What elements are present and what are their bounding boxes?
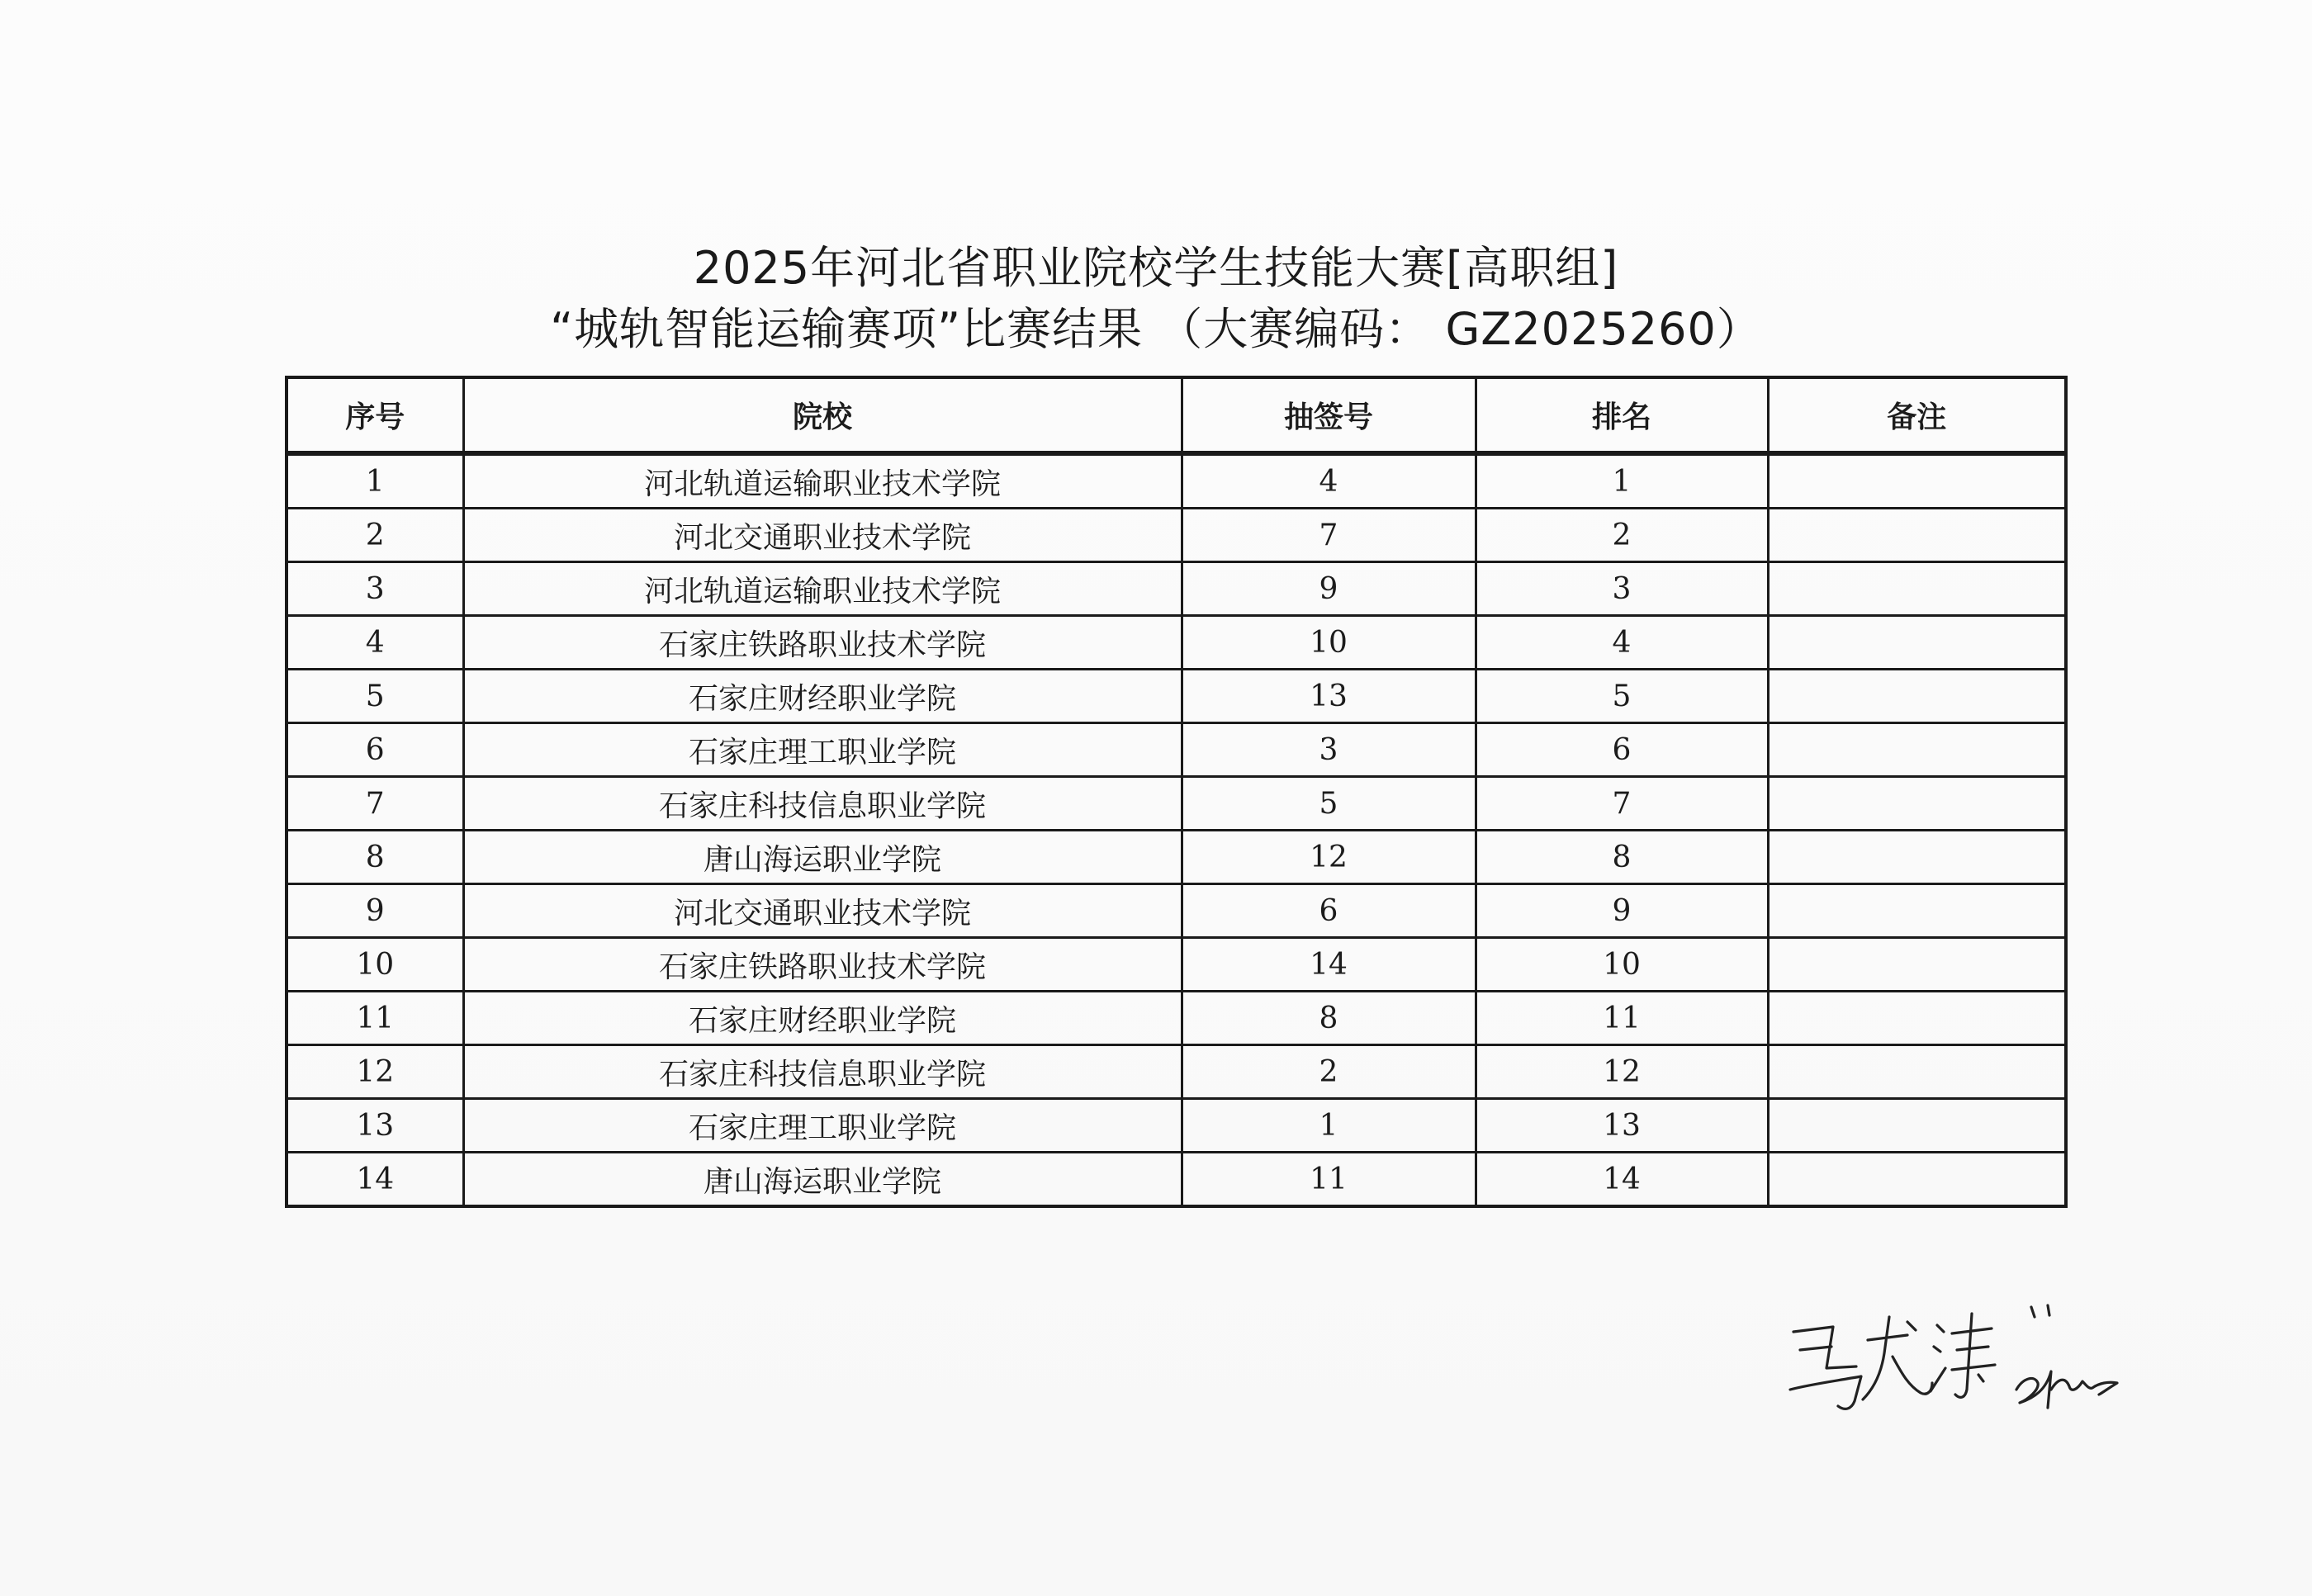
header-index: 序号	[287, 377, 463, 453]
cell-school: 石家庄铁路职业技术学院	[463, 616, 1182, 670]
cell-school: 河北轨道运输职业技术学院	[463, 453, 1182, 509]
cell-note	[1768, 938, 2066, 992]
cell-rank: 7	[1476, 777, 1768, 831]
handwritten-signature	[1775, 1292, 2122, 1424]
cell-index: 5	[287, 670, 463, 723]
cell-note	[1768, 1153, 2066, 1207]
cell-draw-number: 14	[1182, 938, 1476, 992]
cell-school: 石家庄科技信息职业学院	[463, 1045, 1182, 1099]
cell-draw-number: 13	[1182, 670, 1476, 723]
table-row	[287, 509, 2066, 562]
table-row	[287, 831, 2066, 884]
cell-school: 河北交通职业技术学院	[463, 509, 1182, 562]
table-row	[287, 562, 2066, 616]
cell-note	[1768, 616, 2066, 670]
header-rank: 排名	[1476, 377, 1768, 453]
cell-school: 唐山海运职业学院	[463, 1153, 1182, 1207]
cell-note	[1768, 884, 2066, 938]
cell-index: 3	[287, 562, 463, 616]
cell-rank: 5	[1476, 670, 1768, 723]
document-title: 2025年河北省职业院校学生技能大赛[高职组]	[693, 242, 1619, 294]
cell-index: 4	[287, 616, 463, 670]
cell-school: 石家庄财经职业学院	[463, 670, 1182, 723]
cell-note	[1768, 562, 2066, 616]
header-draw-number: 抽签号	[1182, 377, 1476, 453]
results-table	[285, 376, 2068, 1208]
cell-draw-number: 2	[1182, 1045, 1476, 1099]
cell-index: 6	[287, 723, 463, 777]
cell-school: 石家庄财经职业学院	[463, 992, 1182, 1045]
cell-note	[1768, 723, 2066, 777]
cell-school: 河北交通职业技术学院	[463, 884, 1182, 938]
cell-rank: 13	[1476, 1099, 1768, 1153]
table-row	[287, 1045, 2066, 1099]
cell-index: 13	[287, 1099, 463, 1153]
cell-draw-number: 6	[1182, 884, 1476, 938]
results-table-body	[287, 453, 2066, 1206]
cell-school: 石家庄理工职业学院	[463, 1099, 1182, 1153]
cell-school: 石家庄铁路职业技术学院	[463, 938, 1182, 992]
cell-rank: 3	[1476, 562, 1768, 616]
cell-index: 9	[287, 884, 463, 938]
cell-note	[1768, 1099, 2066, 1153]
cell-draw-number: 7	[1182, 509, 1476, 562]
cell-note	[1768, 509, 2066, 562]
cell-draw-number: 5	[1182, 777, 1476, 831]
table-row	[287, 453, 2066, 509]
header-note: 备注	[1768, 377, 2066, 453]
cell-rank: 6	[1476, 723, 1768, 777]
cell-note	[1768, 453, 2066, 509]
cell-index: 12	[287, 1045, 463, 1099]
cell-index: 14	[287, 1153, 463, 1207]
cell-rank: 12	[1476, 1045, 1768, 1099]
table-row	[287, 777, 2066, 831]
cell-draw-number: 12	[1182, 831, 1476, 884]
table-row	[287, 1153, 2066, 1207]
header-school: 院校	[463, 377, 1182, 453]
document-subtitle: “城轨智能运输赛项”比赛结果 （大赛编码： GZ2025260）	[550, 303, 1762, 355]
cell-school: 石家庄科技信息职业学院	[463, 777, 1182, 831]
table-header-row	[287, 377, 2066, 453]
cell-draw-number: 8	[1182, 992, 1476, 1045]
cell-note	[1768, 831, 2066, 884]
cell-rank: 2	[1476, 509, 1768, 562]
cell-note	[1768, 992, 2066, 1045]
cell-draw-number: 4	[1182, 453, 1476, 509]
cell-note	[1768, 1045, 2066, 1099]
cell-draw-number: 3	[1182, 723, 1476, 777]
cell-school: 唐山海运职业学院	[463, 831, 1182, 884]
cell-rank: 11	[1476, 992, 1768, 1045]
cell-draw-number: 1	[1182, 1099, 1476, 1153]
cell-index: 1	[287, 453, 463, 509]
table-row	[287, 1099, 2066, 1153]
table-row	[287, 938, 2066, 992]
cell-draw-number: 11	[1182, 1153, 1476, 1207]
cell-index: 11	[287, 992, 463, 1045]
cell-school: 河北轨道运输职业技术学院	[463, 562, 1182, 616]
cell-index: 7	[287, 777, 463, 831]
cell-index: 2	[287, 509, 463, 562]
cell-rank: 10	[1476, 938, 1768, 992]
table-row	[287, 670, 2066, 723]
table-row	[287, 616, 2066, 670]
cell-note	[1768, 777, 2066, 831]
cell-rank: 9	[1476, 884, 1768, 938]
cell-school: 石家庄理工职业学院	[463, 723, 1182, 777]
table-row	[287, 723, 2066, 777]
cell-draw-number: 10	[1182, 616, 1476, 670]
cell-rank: 8	[1476, 831, 1768, 884]
cell-index: 10	[287, 938, 463, 992]
cell-draw-number: 9	[1182, 562, 1476, 616]
cell-rank: 4	[1476, 616, 1768, 670]
cell-note	[1768, 670, 2066, 723]
cell-index: 8	[287, 831, 463, 884]
table-row	[287, 884, 2066, 938]
cell-rank: 14	[1476, 1153, 1768, 1207]
table-row	[287, 992, 2066, 1045]
cell-rank: 1	[1476, 453, 1768, 509]
